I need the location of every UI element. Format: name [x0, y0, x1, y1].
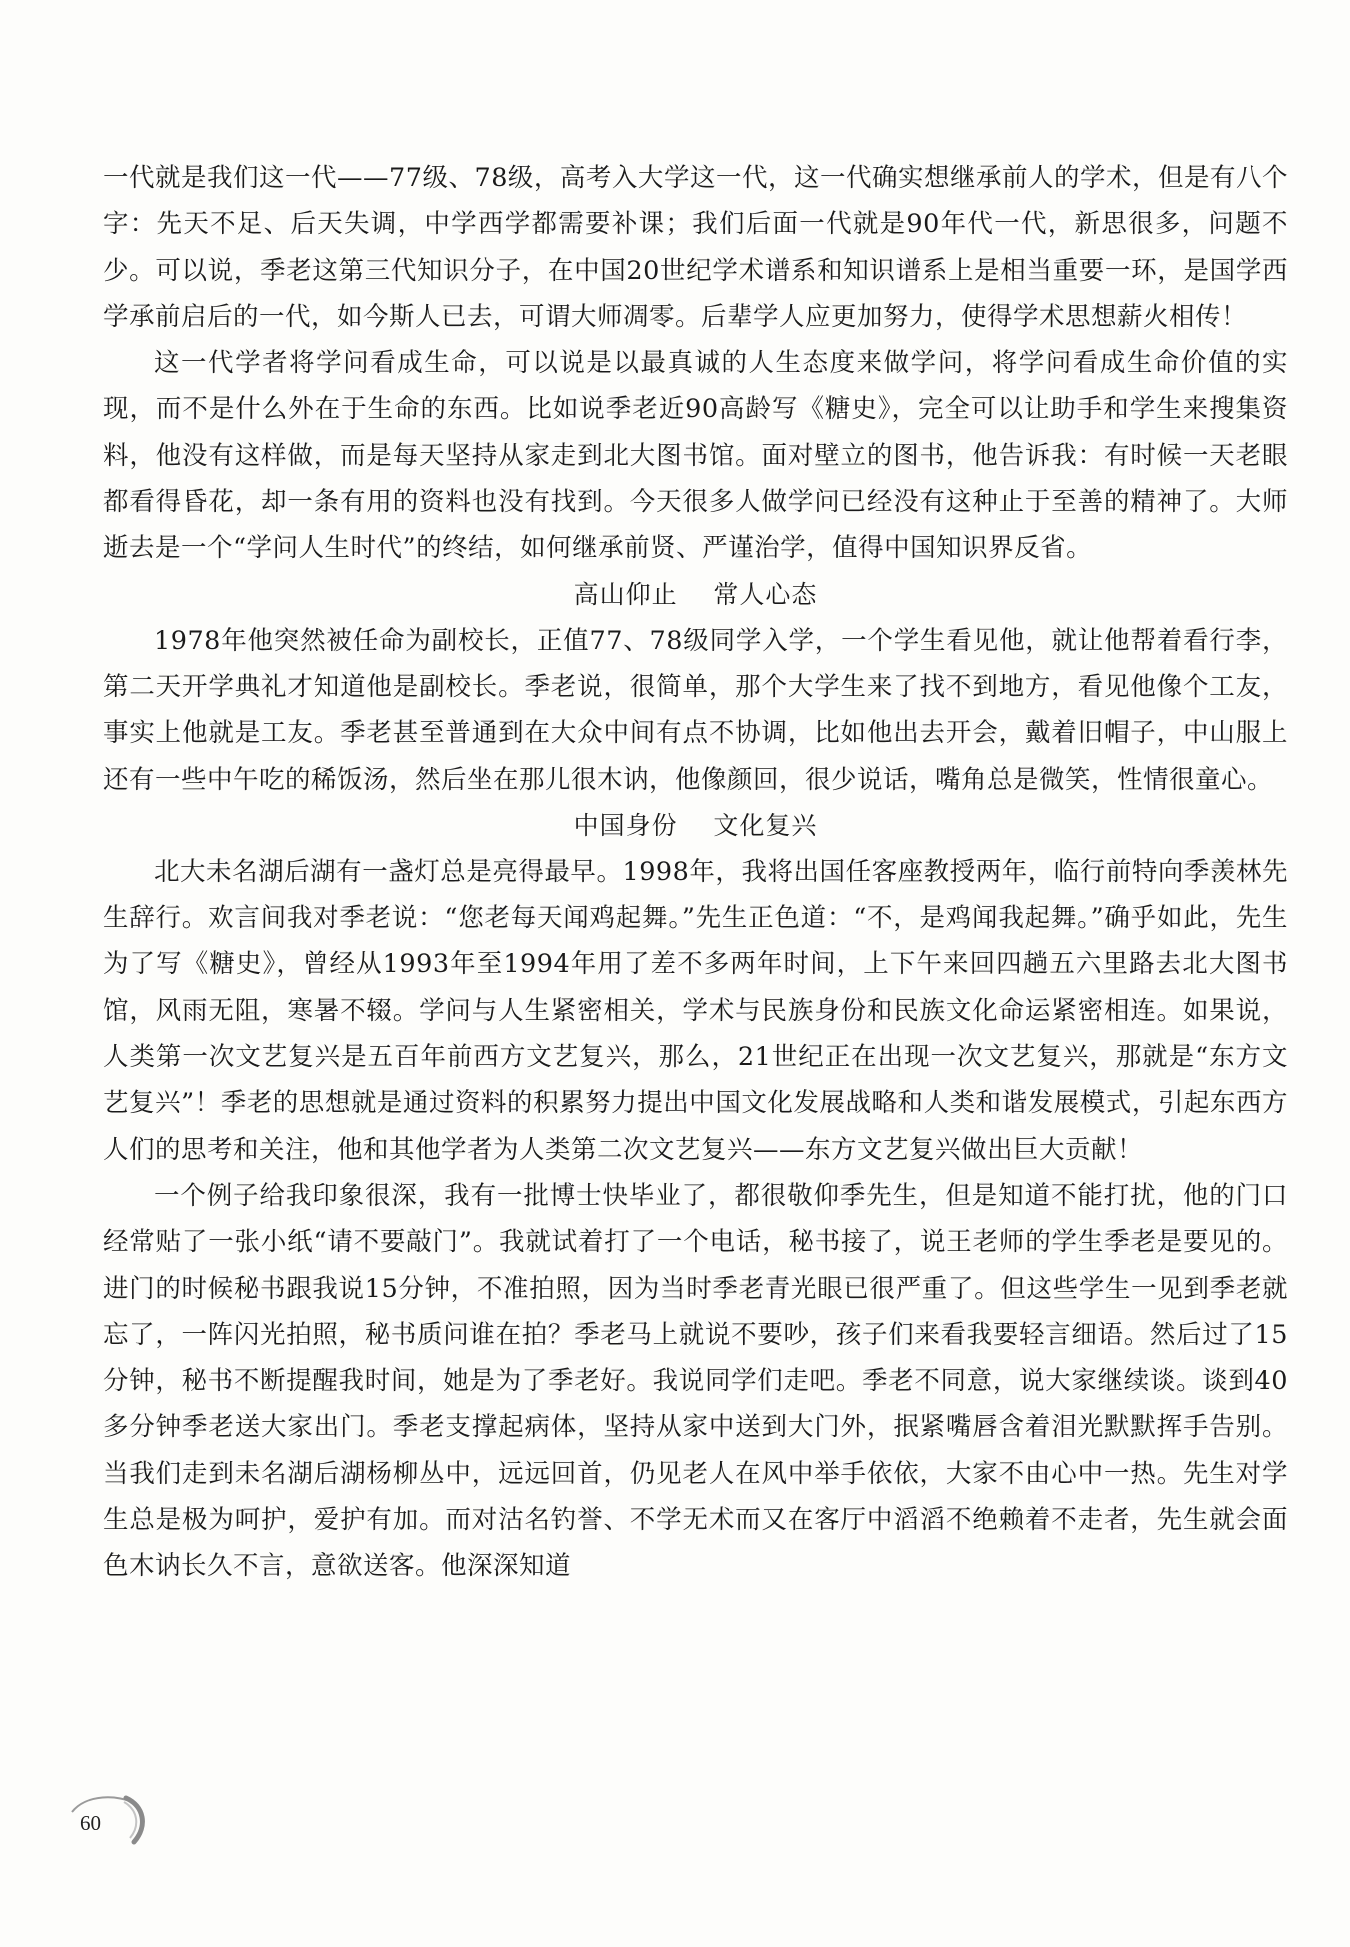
- paragraph-doctoral-students: 一个例子给我印象很深，我有一批博士快毕业了，都很敬仰季先生，但是知道不能打扰，他的门口经常贴了一张小纸“请不要敲门”。我就试着打了一个电话，秘书接了，说王老师的学生季老是要见的。进门的时候秘书跟我说15分钟，不准拍照，因为当时季老青光眼已很严重了。但这些学生一见到季老就忘了，一阵闪光拍照，秘书质问谁在拍？季老马上就说不要吵，孩子们来看我要轻言细语。然后过了15分钟，秘书不断提醒我时间，她是为了季老好。我说同学们走吧。季老不同意，说大家继续谈。谈到40多分钟季老送大家出门。季老支撑起病体，坚持从家中送到大门外，抿紧嘴唇含着泪光默默挥手告别。当我们走到未名湖后湖杨柳丛中，远远回首，仍见老人在风中举手依依，大家不由心中一热。先生对学生总是极为呵护，爱护有加。而对沽名钓誉、不学无术而又在客厅中滔滔不绝赖着不走者，先生就会面色木讷长久不言，意欲送客。他深深知道: [103, 1180, 1288, 1582]
- page-number: 60: [80, 1811, 101, 1835]
- section-heading-humble: 高山仰止 常人心态: [573, 579, 818, 609]
- page-body: [103, 155, 1288, 1590]
- paragraph-continued: 一代就是我们这一代——77级、78级，高考入大学这一代，这一代确实想继承前人的学术，但是有八个字：先天不足、后天失调，中学西学都需要补课；我们后面一代就是90年代一代，新思很多，问题不少。可以说，季老这第三代知识分子，在中国20世纪学术谱系和知识谱系上是相当重要一环，是国学西学承前启后的一代，如今斯人已去，可谓大师凋零。后辈学人应更加努力，使得学术思想薪火相传！: [103, 163, 1288, 332]
- paragraph-scholars: 这一代学者将学问看成生命，可以说是以最真诚的人生态度来做学问，将学问看成生命价值的实现，而不是什么外在于生命的东西。比如说季老近90高龄写《糖史》，完全可以让助手和学生来搜集资料，他没有这样做，而是每天坚持从家走到北大图书馆。面对壁立的图书，他告诉我：有时候一天老眼都看得昏花，却一条有用的资料也没有找到。今天很多人做学问已经没有这种止于至善的精神了。大师逝去是一个“学问人生时代”的终结，如何继承前贤、严谨治学，值得中国知识界反省。: [103, 348, 1288, 564]
- page-footer: [68, 1790, 148, 1850]
- section-heading-renaissance: 中国身份 文化复兴: [573, 810, 818, 840]
- paragraph-vice-president: 1978年他突然被任命为副校长，正值77、78级同学入学，一个学生看见他，就让他帮着看行李，第二天开学典礼才知道他是副校长。季老说，很简单，那个大学生来了找不到地方，看见他像个工友，事实上他就是工友。季老甚至普通到在大众中间有点不协调，比如他出去开会，戴着旧帽子，中山服上还有一些中午吃的稀饭汤，然后坐在那儿很木讷，他像颜回，很少说话，嘴角总是微笑，性情很童心。: [103, 625, 1288, 795]
- paragraph-lamp: 北大未名湖后湖有一盏灯总是亮得最早。1998年，我将出国任客座教授两年，临行前特向季羡林先生辞行。欢言间我对季老说：“您老每天闻鸡起舞。”先生正色道：“不，是鸡闻我起舞。”确乎如此，先生为了写《糖史》，曾经从1993年至1994年用了差不多两年时间，上下午来回四趟五六里路去北大图书馆，风雨无阻，寒暑不辍。学问与人生紧密相关，学术与民族身份和民族文化命运紧密相连。如果说，人类第一次文艺复兴是五百年前西方文艺复兴，那么，21世纪正在出现一次文艺复兴，那就是“东方文艺复兴”！季老的思想就是通过资料的积累努力提出中国文化发展战略和人类和谐发展模式，引起东西方人们的思考和关注，他和其他学者为人类第二次文艺复兴——东方文艺复兴做出巨大贡献！: [103, 856, 1288, 1165]
